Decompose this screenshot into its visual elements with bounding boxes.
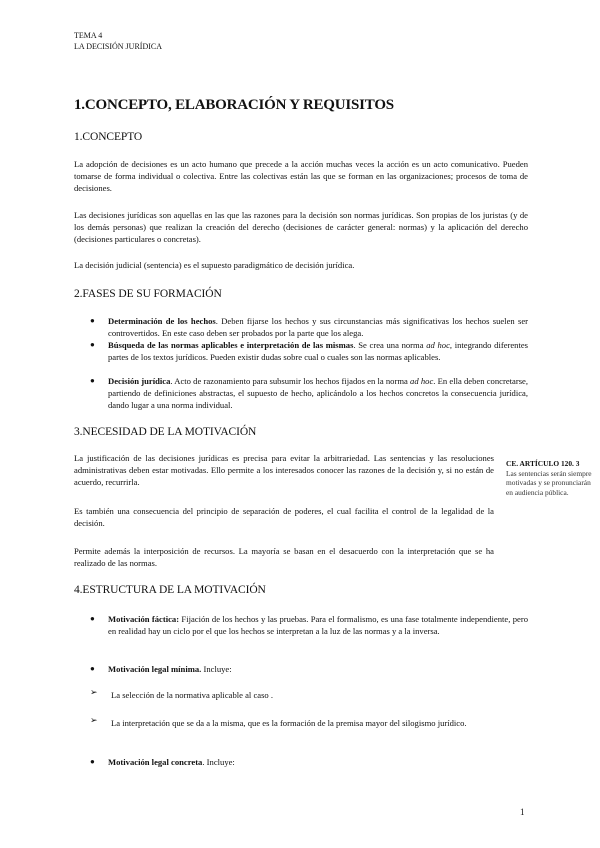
list-item-term: Motivación fáctica: (108, 614, 180, 624)
bullet-icon: ● (90, 376, 95, 385)
paragraph: Es también una consecuencia del principio de separación de poderes, el cual facilita el control de la legalidad de la decisión. (74, 506, 494, 528)
arrow-bullet-icon: ➢ (90, 687, 98, 697)
section-heading-estructura: 4.ESTRUCTURA DE LA MOTIVACIÓN (74, 584, 266, 596)
sub-list-item: La interpretación que se da a la misma, que es la formación de la premisa mayor del silogismo jurídico. (111, 718, 467, 728)
header-subtitle: LA DECISIÓN JURÍDICA (74, 42, 162, 51)
section-heading-necesidad: 3.NECESIDAD DE LA MOTIVACIÓN (74, 426, 257, 438)
paragraph: Las decisiones jurídicas son aquellas en las que las razones para la decisión son normas jurídicas. Son propias de los juristas (y de los demás personas) que realizan la creación del derecho (decisiones de carácter general: normas) y la aplicación del derecho (decisiones particulares o concretas). (74, 210, 528, 244)
list-item-term: Determinación de los hechos (108, 316, 216, 326)
paragraph: La adopción de decisiones es un acto humano que precede a la acción muchas veces la acción es un acto comunicativo. Pueden tomarse de forma individual o colectiva. Entre las colectivas están las que se forman en las organizaciones; procesos de toma de decisiones. (74, 159, 528, 193)
list-item-term: Búsqueda de las normas aplicables e interpretación de las mismas (108, 340, 354, 350)
list-item-text: Incluye: (201, 664, 232, 674)
list-item (108, 315, 528, 339)
paragraph: La justificación de las decisiones jurídicas es precisa para evitar la arbitrariedad. Las sentencias y las resoluciones administrativas deben estar motivadas. Ello permite a los interesados conocer las razones de la decisión y, si no están de acuerdo, recurrirla. (74, 453, 494, 487)
list-item-text: . Incluye: (202, 757, 235, 767)
list-item (108, 613, 528, 637)
section-heading-concepto: 1.CONCEPTO (74, 131, 143, 143)
list-item (108, 375, 528, 411)
list-item (108, 756, 528, 768)
list-item-text: . En ella deben concretarse, partiendo de definiciones abstractas, el supuesto de hecho, aplicándolo a los hechos concretos la consecuencia jurídica, dando lugar a una norma individual. (108, 376, 529, 410)
list-item-term: Motivación legal mínima. (108, 664, 202, 674)
list-item (108, 663, 528, 675)
list-item-text: . Acto de razonamiento para subsumir los hechos fijados en la norma (170, 376, 411, 386)
list-item-term: Motivación legal concreta (108, 757, 203, 767)
margin-note (506, 459, 596, 497)
margin-note-text: Las sentencias serán siempre motivadas y se pronunciarán en audiencia pública. (506, 468, 592, 497)
margin-note-title: CE. ARTÍCULO 120. 3 (506, 459, 580, 468)
list-item-italic: ad hoc (426, 340, 450, 350)
paragraph: La decisión judicial (sentencia) es el supuesto paradigmático de decisión jurídica. (74, 260, 355, 270)
paragraph: Permite además la interposición de recursos. La mayoría se basan en el desacuerdo con la interpretación que se ha realizado de las normas. (74, 546, 494, 568)
arrow-bullet-icon: ➢ (90, 715, 98, 725)
list-item-text: Fijación de los hechos y las pruebas. Para el formalismo, es una fase totalmente independiente, pero en realidad hay un ciclo por el que los hechos se interpretan a la luz de las normas y a la inversa. (108, 614, 529, 636)
bullet-icon: ● (90, 316, 95, 325)
bullet-icon: ● (90, 757, 95, 766)
page-header (74, 30, 162, 52)
section-heading-fases: 2.FASES DE SU FORMACIÓN (74, 288, 222, 300)
list-item-italic: ad hoc (410, 376, 434, 386)
page-title: 1.CONCEPTO, ELABORACIÓN Y REQUISITOS (74, 97, 394, 113)
list-item (108, 339, 528, 363)
list-item-text: , integrando diferentes partes de los textos jurídicos. Pueden existir dudas sobre cual o cuales son las normas aplicables. (108, 340, 529, 362)
header-topic: TEMA 4 (74, 31, 103, 40)
list-item-term: Decisión jurídica (108, 376, 171, 386)
bullet-icon: ● (90, 664, 95, 673)
page-number: 1 (520, 807, 525, 817)
bullet-icon: ● (90, 614, 95, 623)
bullet-icon: ● (90, 340, 95, 349)
list-item-text: . Se crea una norma (353, 340, 427, 350)
list-item-text: . Deben fijarse los hechos y sus circunstancias más significativas los hechos suelen ser controvertidos. En este caso deben ser probados por la parte que los alega. (108, 316, 528, 338)
sub-list-item: La selección de la normativa aplicable al caso . (111, 690, 274, 700)
